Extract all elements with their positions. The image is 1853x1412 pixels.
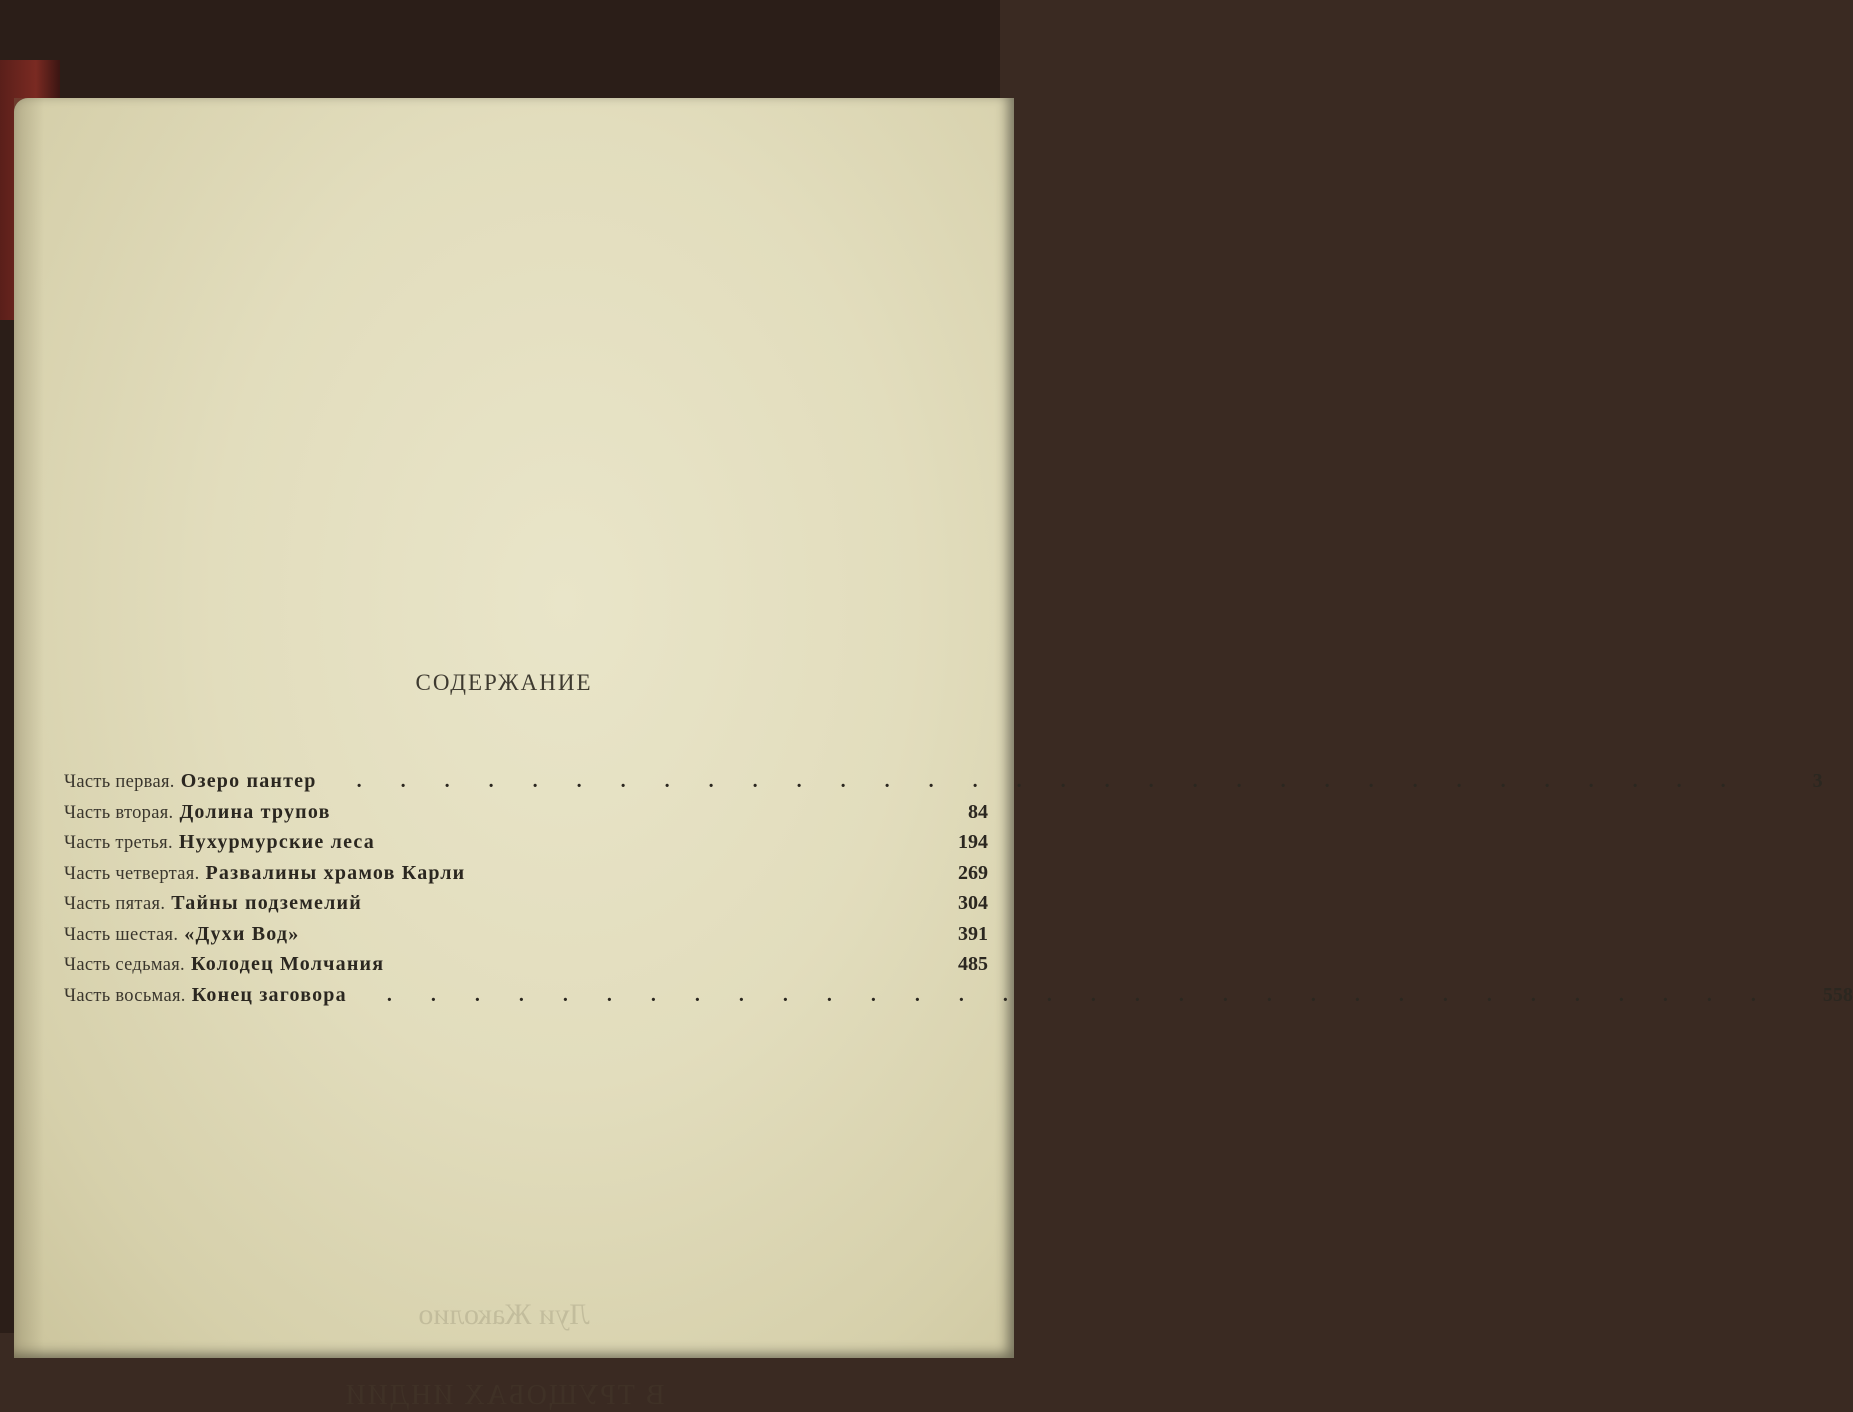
toc-page-number: 304 bbox=[958, 892, 988, 914]
toc-chapter-title: Конец заговора bbox=[191, 983, 347, 1006]
toc-chapter-title: «Духи Вод» bbox=[184, 922, 300, 945]
toc-chapter-title: Колодец Молчания bbox=[190, 953, 385, 975]
toc-entry-8 bbox=[64, 983, 1853, 1015]
toc-part-label: Часть вторая. bbox=[64, 802, 174, 823]
page-title: СОДЕРЖАНИЕ bbox=[415, 670, 593, 695]
toc-entry-2 bbox=[64, 801, 988, 832]
toc-entry-5 bbox=[64, 892, 988, 923]
toc-page-number: 84 bbox=[968, 800, 988, 823]
table-of-contents bbox=[64, 770, 1853, 1014]
toc-page-number: 3 bbox=[1812, 770, 1823, 792]
toc-page-number: 194 bbox=[958, 831, 988, 853]
toc-part-label: Часть шестая. bbox=[64, 924, 179, 945]
toc-entry-4 bbox=[64, 862, 988, 893]
toc-entry-3 bbox=[64, 831, 988, 862]
toc-chapter-title: Развалины храмов Карли bbox=[205, 861, 466, 884]
toc-leader-dots: . . . . . . . . . . . . . . . . . . . . . . . . . . . . . . . . bbox=[386, 983, 1773, 1006]
toc-chapter-title: Долина трупов bbox=[179, 800, 331, 823]
toc-chapter-title: Тайны подземелий bbox=[171, 892, 362, 914]
toc-chapter-title: Нухурмурские леса bbox=[178, 831, 375, 853]
toc-page-number: 485 bbox=[958, 953, 988, 975]
show-through-title: В ТРУЩОБАХ ИНДИИ bbox=[343, 1380, 665, 1411]
toc-entry-6 bbox=[64, 923, 988, 954]
toc-part-label: Часть четвертая. bbox=[64, 863, 200, 884]
toc-entry-7 bbox=[64, 953, 988, 984]
toc-chapter-title: Озеро пантер bbox=[180, 770, 317, 792]
toc-entry-1 bbox=[64, 770, 1823, 801]
toc-part-label: Часть восьмая. bbox=[64, 985, 186, 1006]
toc-part-label: Часть пятая. bbox=[64, 894, 166, 914]
book-page bbox=[14, 98, 1853, 1411]
toc-page-number: 269 bbox=[958, 861, 988, 884]
toc-part-label: Часть третья. bbox=[64, 833, 173, 853]
toc-leader-dots: . . . . . . . . . . . . . . . . . . . . . . . . . . . . . . . . bbox=[356, 770, 1743, 792]
toc-page-number: 558 bbox=[1822, 983, 1853, 1006]
toc-page-number: 391 bbox=[958, 922, 988, 945]
toc-part-label: Часть первая. bbox=[64, 772, 175, 792]
show-through-author: Луи Жаколио bbox=[418, 1298, 590, 1331]
toc-part-label: Часть седьмая. bbox=[64, 955, 185, 975]
